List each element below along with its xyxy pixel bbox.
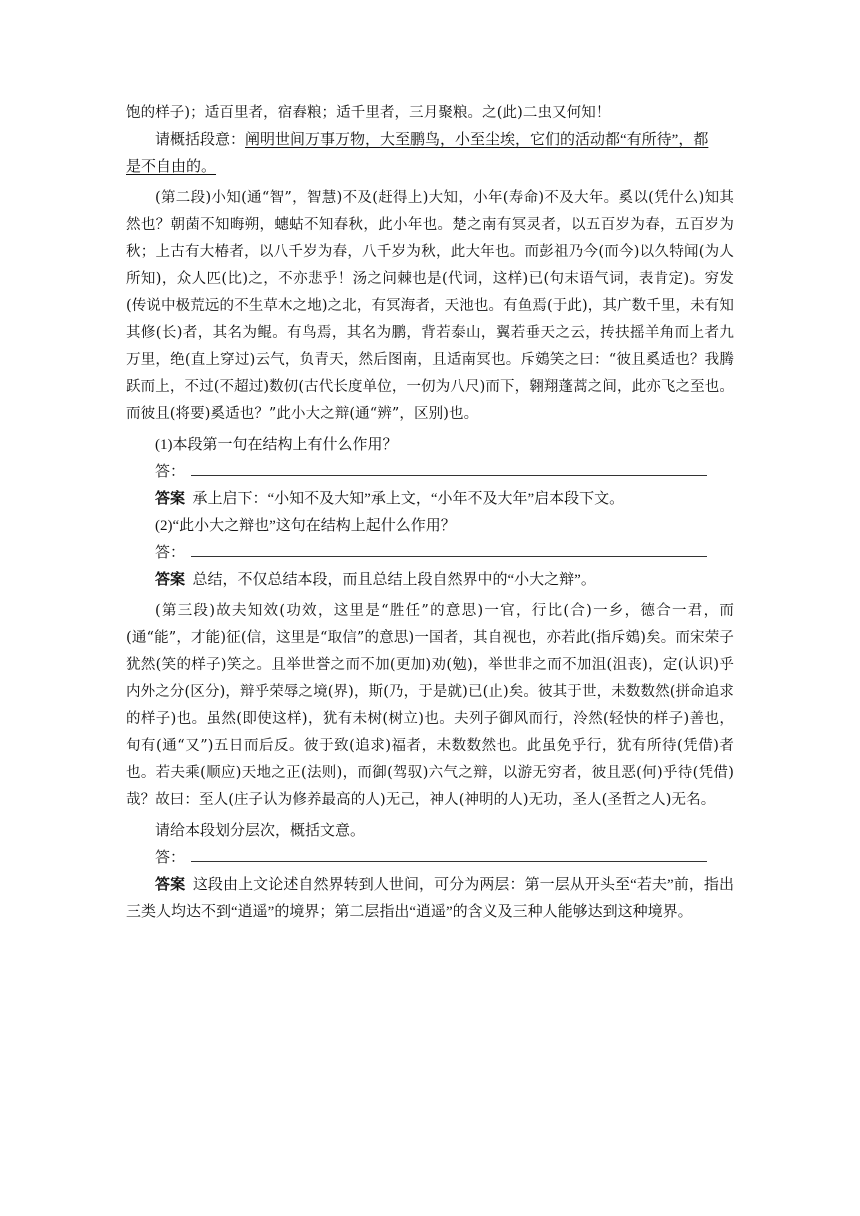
answer-text-2: 总结，不仅总结本段，而且总结上段自然界中的“小大之辩”。 — [192, 572, 596, 588]
answer-1 — [126, 486, 734, 513]
summary-answer-cont — [126, 154, 734, 181]
answer-label-1: 答案 — [155, 491, 186, 507]
answer-line-1 — [126, 459, 734, 486]
text-paragraph-top: 饱的样子)；适百里者，宿舂粮；适千里者，三月聚粮。之(此)二虫又何知！ — [126, 105, 611, 121]
question-1: (1)本段第一句在结构上有什么作用？ — [155, 437, 398, 453]
question-3: 请给本段划分层次，概括文意。 — [155, 823, 366, 839]
question-2: (2)“此小大之辩也”这句在结构上起什么作用？ — [155, 518, 456, 534]
answer-prefix-3: 答： — [155, 850, 186, 866]
answer-blank-2[interactable] — [191, 542, 707, 557]
answer-3 — [126, 872, 734, 926]
classical-paragraph-2: (第二段)小知(通“智”，智慧)不及(赶得上)大知，小年(寿命)不及大年。奚以(凭什么)知其然也？朝菌不知晦朔，蟪蛄不知春秋，此小年也。楚之南有冥灵者，以五百岁为春，五百岁为秋；上古有大椿者，以八千岁为春，八千岁为秋，此大年也。而彭祖乃今(而今)以久特闻(为人所知)，众人匹(比)之，不亦悲乎！汤之问棘也是(代词，这样)已(句末语气词，表肯定)。穷发(传说中极荒远的不生草木之地)之北，有冥海者，天池也。有鱼焉(于此)，其广数千里，未有知其修(长)者，其名为鲲。有鸟焉，其名为鹏，背若泰山，翼若垂天之云，抟扶摇羊角而上者九万里，绝(直上穿过)云气，负青天，然后图南，且适南冥也。斥鴳笑之曰：“彼且奚适也？我腾跃而上，不过(不超过)数仞(古代长度单位，一仞为八尺)而下，翱翔蓬蒿之间，此亦飞之至也。而彼且(将要)奚适也？”此小大之辩(通“辨”，区别)也。 — [126, 190, 734, 422]
summary-question — [126, 127, 734, 154]
answer-text-3: 这段由上文论述自然界转到人世间，可分为两层：第一层从开头至“若夫”前，指出三类人均达不到“逍遥”的境界；第二层指出“逍遥”的含义及三种人能够达到这种境界。 — [126, 877, 735, 920]
answer-label-2: 答案 — [155, 572, 186, 588]
answer-label-3: 答案 — [155, 877, 186, 893]
answer-blank-3[interactable] — [191, 847, 707, 862]
answer-prefix-2: 答： — [155, 545, 186, 561]
answer-2 — [126, 567, 734, 594]
answer-text-1: 承上启下：“小知不及大知”承上文，“小年不及大年”启本段下文。 — [192, 491, 625, 507]
summary-prompt: 请概括段意： — [155, 132, 246, 148]
answer-line-2 — [126, 540, 734, 567]
summary-answer-line2: 是不自由的。 — [126, 159, 217, 175]
summary-answer-line1: 阐明世间万事万物，大至鹏鸟，小至尘埃，它们的活动都“有所待”，都 — [245, 132, 709, 148]
answer-line-3 — [126, 845, 734, 872]
classical-paragraph-3: (第三段)故夫知效(功效，这里是“胜任”的意思)一官，行比(合)一乡，德合一君，而(通“能”，才能)征(信，这里是“取信”的意思)一国者，其自视也，亦若此(指斥鴳)矣。而宋荣子犹然(笑的样子)笑之。且举世誉之而不加(更加)劝(勉)，举世非之而不加沮(沮丧)，定(认识)乎内外之分(区分)，辩乎荣辱之境(界)，斯(乃，于是就)已(止)矣。彼其于世，未数数然(拼命追求的样子)也。虽然(即使这样)，犹有未树(树立)也。夫列子御风而行，泠然(轻快的样子)善也，旬有(通“又”)五日而后反。彼于致(追求)福者，未数数然也。此虽免乎行，犹有所待(凭借)者也。若夫乘(顺应)天地之正(法则)，而御(驾驭)六气之辩，以游无穷者，彼且恶(何)乎待(凭借)哉？故曰：至人(庄子认为修养最高的人)无己，神人(神明的人)无功，圣人(圣哲之人)无名。 — [126, 603, 734, 808]
answer-prefix: 答： — [155, 464, 186, 480]
document-body — [126, 100, 734, 926]
answer-blank-1[interactable] — [191, 461, 707, 476]
